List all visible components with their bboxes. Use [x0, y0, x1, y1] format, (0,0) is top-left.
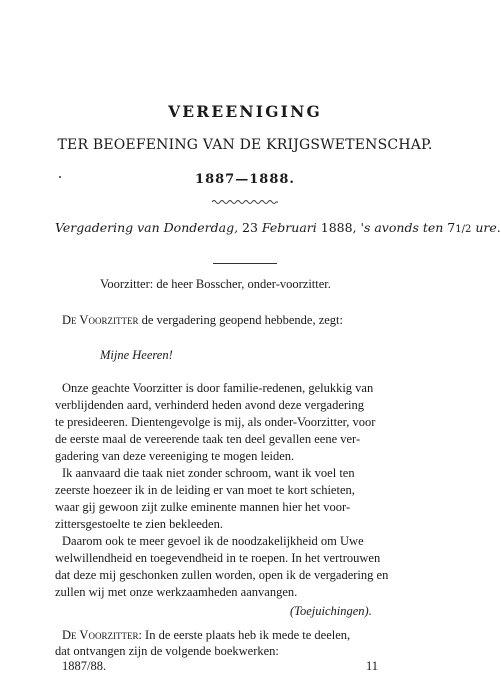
section-rule — [213, 263, 277, 264]
paragraph-line: gadering van deze vereeniging te mogen leiden. — [55, 449, 295, 463]
meeting-prefix: Vergadering van Donderdag, — [55, 220, 239, 235]
footer-signature: 1887/88. — [62, 659, 107, 673]
meeting-suffix: ure. — [475, 220, 501, 235]
session-year: 1887—1888. — [195, 172, 295, 187]
paragraph-line: Ik aanvaard die taak niet zonder schroom, want ik voel ten — [62, 466, 355, 480]
meeting-line — [55, 220, 501, 235]
paragraph-line: dat deze mij geschonken zullen worden, open ik de vergadering en — [55, 568, 389, 582]
closing-line — [62, 628, 350, 643]
page-title: VEREENIGING — [168, 102, 322, 121]
page-subtitle: TER BEOEFENING VAN DE KRIJGSWETENSCHAP. — [57, 137, 433, 153]
meeting-year: 1888, — [320, 220, 357, 235]
opening-line — [62, 313, 343, 328]
paragraph-line: Daarom ook te meer gevoel ik de noodzakelijkheid om Uwe — [62, 534, 364, 548]
paragraph-line: Onze geachte Voorzitter is door familie-redenen, gelukkig van — [62, 381, 374, 395]
closing-line-2: dat ontvangen zijn de volgende boekwerken: — [55, 644, 279, 658]
paragraph-line: welwillendheid en toegevendheid in te roepen. In het vertrouwen — [55, 551, 381, 565]
paragraph-line: de eerste maal de vereerende taak ten deel gevallen eene ver- — [55, 432, 361, 446]
chair-line: Voorzitter: de heer Bosscher, onder-voorzitter. — [100, 277, 331, 291]
paragraph-line: zittersgestoelte te zien bekleeden. — [55, 517, 223, 531]
wavy-divider — [212, 199, 278, 205]
paragraph-line: waar gij gewoon zijt zulke eminente mannen hier het voor- — [55, 500, 351, 514]
speaker-label: De Voorzitter — [62, 313, 139, 327]
speaker-label: De Voorzitter — [62, 628, 139, 642]
meeting-time-fraction: 1/2 — [455, 224, 472, 235]
page-number: 11 — [366, 659, 379, 673]
paragraph-line: zeerste hoezeer ik in de leiding er van moet te kort schieten, — [55, 483, 355, 497]
meeting-month: Februari — [261, 220, 317, 235]
meeting-time-prefix: 's avonds ten — [360, 220, 444, 235]
paragraph-line: te presideeren. Dientengevolge is mij, als onder-Voorzitter, voor — [55, 415, 376, 429]
opening-text: de vergadering geopend hebbende, zegt: — [141, 313, 344, 327]
applause-note: (Toejuichingen). — [290, 604, 372, 618]
salutation: Mijne Heeren! — [100, 348, 173, 362]
paragraph-line: zullen wij met onze werkzaamheden aanvangen. — [55, 585, 298, 599]
paragraph-line: verblijdenden aard, verhinderd heden avond deze vergadering — [55, 398, 365, 412]
meeting-date: 23 — [242, 220, 258, 235]
closing-text: : In de eerste plaats heb ik mede te deelen, — [138, 628, 351, 642]
meeting-time-whole: 7 — [447, 220, 456, 235]
